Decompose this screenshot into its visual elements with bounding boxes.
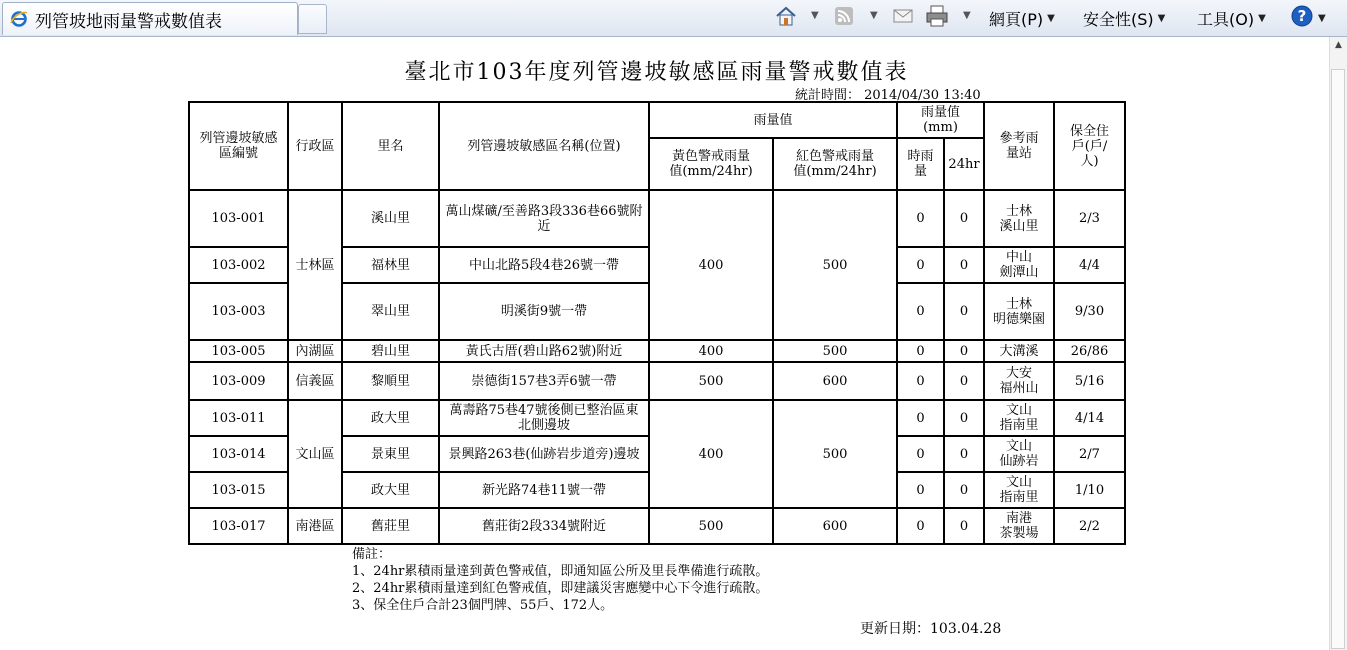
cell-24hr: 0 [944,472,984,508]
vertical-scrollbar[interactable] [1329,37,1347,650]
cell-location: 明溪街9號一帶 [439,283,649,340]
note-item: 1、24hr累積雨量達到黃色警戒值，即通知區公所及里長準備進行疏散。 [352,564,769,579]
cell-24hr: 0 [944,340,984,362]
cell-24hr: 0 [944,400,984,436]
cell-id: 103-017 [189,508,288,544]
cell-24hr: 0 [944,508,984,544]
header-rain-value: 雨量值 [649,102,897,138]
cell-red: 500 [773,400,897,508]
page-menu[interactable] [989,5,1055,31]
mail-button[interactable] [893,5,913,31]
cell-red: 600 [773,508,897,544]
home-icon [775,6,797,30]
cell-hourly: 0 [897,472,944,508]
cell-district: 內湖區 [288,340,342,362]
cell-location: 萬山煤礦/至善路3段336巷66號附近 [439,190,649,247]
cell-village: 政大里 [342,400,439,436]
help-icon [1290,4,1314,32]
cell-district: 南港區 [288,508,342,544]
cell-hourly: 0 [897,283,944,340]
cell-district: 文山區 [288,400,342,508]
cell-station: 文山 指南里 [984,472,1054,508]
header-district: 行政區 [288,102,342,190]
cell-location: 萬壽路75巷47號後側已整治區東北側邊坡 [439,400,649,436]
stat-time: 統計時間： 2014/04/30 13:40 [795,88,981,103]
cell-location: 中山北路5段4巷26號一帶 [439,247,649,283]
home-button[interactable] [775,5,797,31]
cell-households: 2/2 [1054,508,1125,544]
cell-village: 碧山里 [342,340,439,362]
cell-location: 景興路263巷(仙跡岩步道旁)邊坡 [439,436,649,472]
table-row [189,340,1125,362]
page-menu-label: 網頁(P) [989,9,1044,29]
updated-date: 更新日期：103.04.28 [860,621,1002,637]
cell-id: 103-005 [189,340,288,362]
cell-hourly: 0 [897,340,944,362]
tools-menu-label: 工具(O) [1197,9,1255,29]
header-24hr: 24hr [944,138,984,190]
cell-id: 103-003 [189,283,288,340]
tab-title: 列管坡地雨量警戒數值表 [35,11,222,32]
cell-station: 中山 劍潭山 [984,247,1054,283]
cell-households: 4/4 [1054,247,1125,283]
browser-tab[interactable] [2,2,298,35]
header-village: 里名 [342,102,439,190]
cell-station: 大安 福州山 [984,362,1054,400]
cell-station: 文山 指南里 [984,400,1054,436]
safety-menu-label: 安全性(S) [1083,9,1154,29]
cell-24hr: 0 [944,362,984,400]
printer-icon [925,5,949,31]
feeds-button[interactable] [834,5,854,31]
header-location: 列管邊坡敏感區名稱(位置) [439,102,649,190]
header-red: 紅色警戒雨量值(mm/24hr) [773,138,897,190]
cell-location: 崇德街157巷3弄6號一帶 [439,362,649,400]
cell-households: 5/16 [1054,362,1125,400]
cell-district: 信義區 [288,362,342,400]
cell-hourly: 0 [897,362,944,400]
cell-24hr: 0 [944,436,984,472]
chevron-down-icon: ▼ [1157,12,1166,24]
cell-hourly: 0 [897,436,944,472]
browser-toolbar [0,0,1347,37]
cell-24hr: 0 [944,247,984,283]
cell-hourly: 0 [897,508,944,544]
page-title: 臺北市103年度列管邊坡敏感區雨量警戒數值表 [404,60,909,85]
chevron-down-icon: ▼ [1318,12,1326,24]
safety-menu[interactable] [1083,5,1165,31]
cell-households: 2/3 [1054,190,1125,247]
cell-yellow: 400 [649,400,773,508]
cell-station: 士林 溪山里 [984,190,1054,247]
cell-station: 文山 仙跡岩 [984,436,1054,472]
ie-logo-icon [9,9,29,29]
chevron-down-icon: ▼ [1047,12,1055,24]
cell-24hr: 0 [944,283,984,340]
cell-station: 大溝溪 [984,340,1054,362]
print-button[interactable] [925,5,949,31]
new-tab-button[interactable] [298,4,327,34]
cell-households: 1/10 [1054,472,1125,508]
cell-yellow: 400 [649,340,773,362]
note-item: 2、24hr累積雨量達到紅色警戒值，即建議災害應變中心下令進行疏散。 [352,581,769,596]
rain-alert-table [188,101,1126,545]
table-row [189,400,1125,436]
header-households: 保全住戶(戶/人) [1054,102,1125,190]
cell-village: 翠山里 [342,283,439,340]
cell-hourly: 0 [897,400,944,436]
cell-yellow: 400 [649,190,773,340]
cell-id: 103-009 [189,362,288,400]
cell-location: 黃氏古厝(碧山路62號)附近 [439,340,649,362]
cell-id: 103-011 [189,400,288,436]
cell-village: 舊莊里 [342,508,439,544]
cell-households: 26/86 [1054,340,1125,362]
notes [352,546,768,614]
help-button[interactable] [1290,5,1326,31]
cell-24hr: 0 [944,190,984,247]
feeds-dropdown-icon[interactable]: ▼ [870,10,878,21]
cell-households: 2/7 [1054,436,1125,472]
cell-red: 600 [773,362,897,400]
cell-id: 103-001 [189,190,288,247]
notes-heading: 備註： [352,547,392,562]
scroll-up-icon[interactable]: ▲ [1335,40,1342,50]
cell-village: 溪山里 [342,190,439,247]
rss-feed-icon [834,6,854,30]
header-row [189,102,1125,138]
cell-hourly: 0 [897,247,944,283]
note-item: 3、保全住戶合計23個門牌、55戶、172人。 [352,598,614,613]
print-dropdown-icon[interactable]: ▼ [963,10,971,21]
cell-yellow: 500 [649,362,773,400]
table-row [189,362,1125,400]
cell-location: 新光路74巷11號一帶 [439,472,649,508]
chevron-down-icon: ▼ [1258,12,1266,24]
cell-location: 舊莊街2段334號附近 [439,508,649,544]
tools-menu[interactable] [1197,5,1266,31]
cell-hourly: 0 [897,190,944,247]
cell-households: 4/14 [1054,400,1125,436]
table-row [189,190,1125,247]
cell-village: 景東里 [342,436,439,472]
cell-district: 士林區 [288,190,342,340]
cell-id: 103-015 [189,472,288,508]
scrollbar-thumb[interactable] [1331,69,1345,649]
header-yellow: 黃色警戒雨量值(mm/24hr) [649,138,773,190]
cell-id: 103-014 [189,436,288,472]
cell-red: 500 [773,190,897,340]
cell-village: 福林里 [342,247,439,283]
home-dropdown-icon[interactable]: ▼ [811,10,819,21]
header-rain-mm: 雨量值(mm) [897,102,984,138]
cell-station: 南港 茶製場 [984,508,1054,544]
table-row [189,508,1125,544]
mail-icon [893,8,913,28]
header-station: 參考雨量站 [984,102,1054,190]
header-id: 列管邊坡敏感區編號 [189,102,288,190]
cell-red: 500 [773,340,897,362]
cell-village: 黎順里 [342,362,439,400]
cell-yellow: 500 [649,508,773,544]
cell-households: 9/30 [1054,283,1125,340]
cell-village: 政大里 [342,472,439,508]
cell-station: 士林 明德樂園 [984,283,1054,340]
svg-text:?: ? [1297,7,1307,25]
header-hourly: 時雨量 [897,138,944,190]
cell-id: 103-002 [189,247,288,283]
